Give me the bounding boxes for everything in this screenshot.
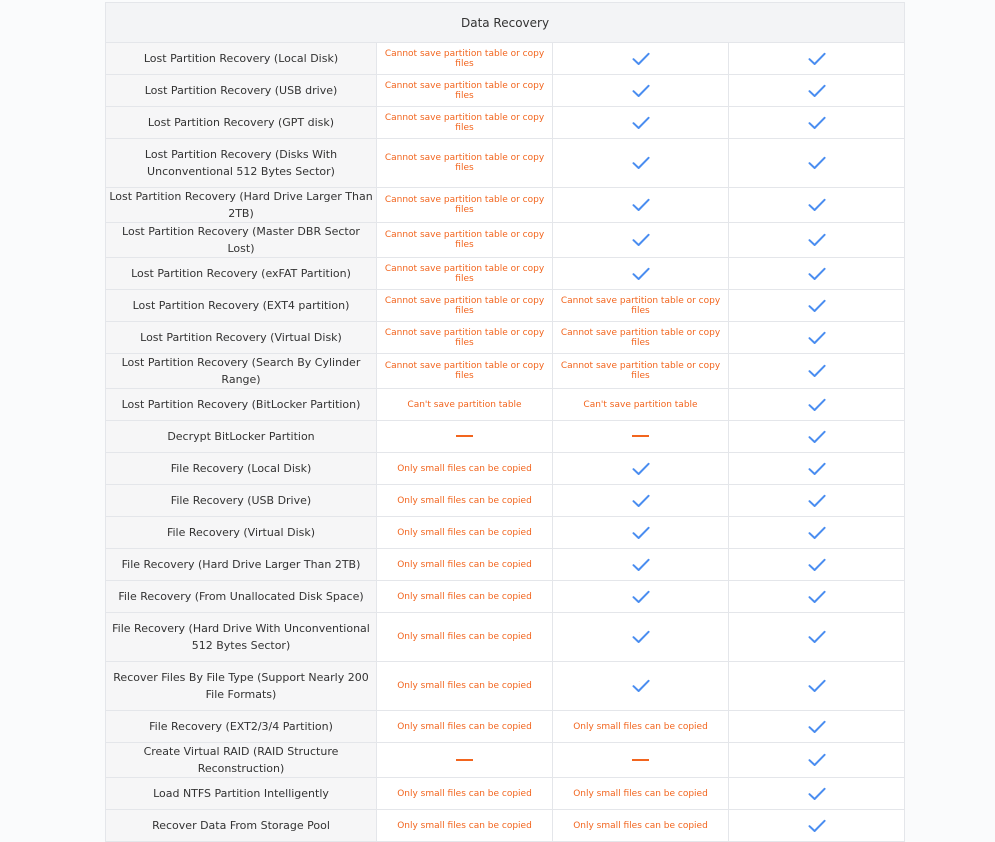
unsupported-cell [377,743,553,778]
feature-label: Recover Data From Storage Pool [106,810,377,842]
limitation-text: Cannot save partition table or copy files [377,258,553,290]
supported-cell [553,223,729,258]
checkmark-icon [808,430,826,444]
feature-label: File Recovery (EXT2/3/4 Partition) [106,711,377,743]
supported-cell [553,107,729,139]
supported-cell [553,517,729,549]
checkmark-icon [808,679,826,693]
table-row [106,711,905,743]
feature-label: Lost Partition Recovery (USB drive) [106,75,377,107]
dash-icon [632,435,649,437]
table-row [106,290,905,322]
checkmark-icon [632,198,650,212]
feature-label: Lost Partition Recovery (BitLocker Partition) [106,389,377,421]
comparison-table-container [105,2,904,842]
limitation-text: Cannot save partition table or copy files [377,107,553,139]
checkmark-icon [808,720,826,734]
limitation-text: Cannot save partition table or copy files [377,290,553,322]
checkmark-icon [632,156,650,170]
checkmark-icon [808,462,826,476]
limitation-text: Cannot save partition table or copy files [377,43,553,75]
limitation-text: Only small files can be copied [377,711,553,743]
limitation-text: Only small files can be copied [377,778,553,810]
table-row [106,662,905,711]
supported-cell [729,223,905,258]
feature-label: Recover Files By File Type (Support Nearly 200 File Formats) [106,662,377,711]
limitation-text: Only small files can be copied [553,711,729,743]
checkmark-icon [632,52,650,66]
table-body [106,43,905,842]
checkmark-icon [808,630,826,644]
feature-label: File Recovery (Hard Drive With Unconventional 512 Bytes Sector) [106,613,377,662]
supported-cell [729,453,905,485]
feature-label: Create Virtual RAID (RAID Structure Reconstruction) [106,743,377,778]
feature-label: File Recovery (From Unallocated Disk Space) [106,581,377,613]
supported-cell [729,139,905,188]
table-row [106,743,905,778]
limitation-text: Can't save partition table [553,389,729,421]
feature-label: Lost Partition Recovery (exFAT Partition) [106,258,377,290]
supported-cell [553,453,729,485]
limitation-text: Only small files can be copied [377,581,553,613]
unsupported-cell [553,743,729,778]
feature-label: File Recovery (Virtual Disk) [106,517,377,549]
limitation-text: Only small files can be copied [377,485,553,517]
checkmark-icon [808,52,826,66]
feature-label: Lost Partition Recovery (Local Disk) [106,43,377,75]
feature-label: Lost Partition Recovery (Disks With Unconventional 512 Bytes Sector) [106,139,377,188]
table-row [106,549,905,581]
checkmark-icon [808,364,826,378]
table-row [106,354,905,389]
checkmark-icon [808,116,826,130]
checkmark-icon [632,679,650,693]
checkmark-icon [632,494,650,508]
feature-label: Lost Partition Recovery (Master DBR Sector Lost) [106,223,377,258]
table-row [106,421,905,453]
supported-cell [729,613,905,662]
checkmark-icon [808,84,826,98]
supported-cell [729,421,905,453]
checkmark-icon [632,84,650,98]
supported-cell [729,662,905,711]
feature-label: File Recovery (USB Drive) [106,485,377,517]
supported-cell [553,43,729,75]
supported-cell [553,581,729,613]
checkmark-icon [808,787,826,801]
dash-icon [632,759,649,761]
table-row [106,75,905,107]
data-recovery-comparison-table [105,2,905,842]
limitation-text: Cannot save partition table or copy files [553,322,729,354]
unsupported-cell [553,421,729,453]
limitation-text: Cannot save partition table or copy files [377,354,553,389]
supported-cell [729,810,905,842]
supported-cell [553,188,729,223]
unsupported-cell [377,421,553,453]
supported-cell [729,778,905,810]
limitation-text: Cannot save partition table or copy files [377,322,553,354]
supported-cell [729,75,905,107]
feature-label: Lost Partition Recovery (Virtual Disk) [106,322,377,354]
checkmark-icon [632,233,650,247]
supported-cell [553,258,729,290]
supported-cell [729,354,905,389]
limitation-text: Only small files can be copied [553,778,729,810]
table-row [106,258,905,290]
limitation-text: Can't save partition table [377,389,553,421]
supported-cell [553,139,729,188]
table-row [106,453,905,485]
supported-cell [729,107,905,139]
checkmark-icon [808,198,826,212]
table-row [106,517,905,549]
supported-cell [553,485,729,517]
checkmark-icon [808,156,826,170]
checkmark-icon [808,526,826,540]
checkmark-icon [808,267,826,281]
feature-label: Load NTFS Partition Intelligently [106,778,377,810]
checkmark-icon [808,233,826,247]
limitation-text: Only small files can be copied [377,613,553,662]
limitation-text: Cannot save partition table or copy files [553,290,729,322]
table-row [106,389,905,421]
supported-cell [729,485,905,517]
checkmark-icon [632,590,650,604]
supported-cell [729,711,905,743]
limitation-text: Cannot save partition table or copy files [377,188,553,223]
checkmark-icon [808,753,826,767]
table-row [106,485,905,517]
supported-cell [729,549,905,581]
limitation-text: Only small files can be copied [377,549,553,581]
checkmark-icon [632,526,650,540]
limitation-text: Only small files can be copied [377,810,553,842]
table-row [106,778,905,810]
feature-label: Decrypt BitLocker Partition [106,421,377,453]
limitation-text: Cannot save partition table or copy files [377,223,553,258]
supported-cell [553,549,729,581]
checkmark-icon [808,299,826,313]
checkmark-icon [808,398,826,412]
limitation-text: Cannot save partition table or copy files [377,139,553,188]
feature-label: Lost Partition Recovery (Search By Cylinder Range) [106,354,377,389]
feature-label: Lost Partition Recovery (GPT disk) [106,107,377,139]
section-title: Data Recovery [106,3,905,43]
supported-cell [729,322,905,354]
supported-cell [729,43,905,75]
feature-label: Lost Partition Recovery (EXT4 partition) [106,290,377,322]
supported-cell [553,613,729,662]
table-row [106,43,905,75]
limitation-text: Cannot save partition table or copy files [377,75,553,107]
supported-cell [729,188,905,223]
checkmark-icon [632,267,650,281]
checkmark-icon [632,116,650,130]
supported-cell [729,743,905,778]
limitation-text: Only small files can be copied [377,453,553,485]
table-row [106,581,905,613]
supported-cell [729,290,905,322]
supported-cell [729,389,905,421]
supported-cell [729,517,905,549]
limitation-text: Only small files can be copied [553,810,729,842]
checkmark-icon [808,819,826,833]
table-row [106,223,905,258]
checkmark-icon [808,494,826,508]
checkmark-icon [632,558,650,572]
checkmark-icon [808,558,826,572]
supported-cell [553,75,729,107]
feature-label: File Recovery (Local Disk) [106,453,377,485]
limitation-text: Only small files can be copied [377,517,553,549]
feature-label: Lost Partition Recovery (Hard Drive Larger Than 2TB) [106,188,377,223]
table-row [106,107,905,139]
table-row [106,139,905,188]
checkmark-icon [632,630,650,644]
supported-cell [553,662,729,711]
checkmark-icon [808,590,826,604]
dash-icon [456,435,473,437]
table-header-row [106,3,905,43]
supported-cell [729,581,905,613]
table-row [106,322,905,354]
checkmark-icon [808,331,826,345]
table-row [106,810,905,842]
feature-label: File Recovery (Hard Drive Larger Than 2TB) [106,549,377,581]
table-row [106,188,905,223]
limitation-text: Only small files can be copied [377,662,553,711]
limitation-text: Cannot save partition table or copy files [553,354,729,389]
supported-cell [729,258,905,290]
checkmark-icon [632,462,650,476]
dash-icon [456,759,473,761]
table-row [106,613,905,662]
